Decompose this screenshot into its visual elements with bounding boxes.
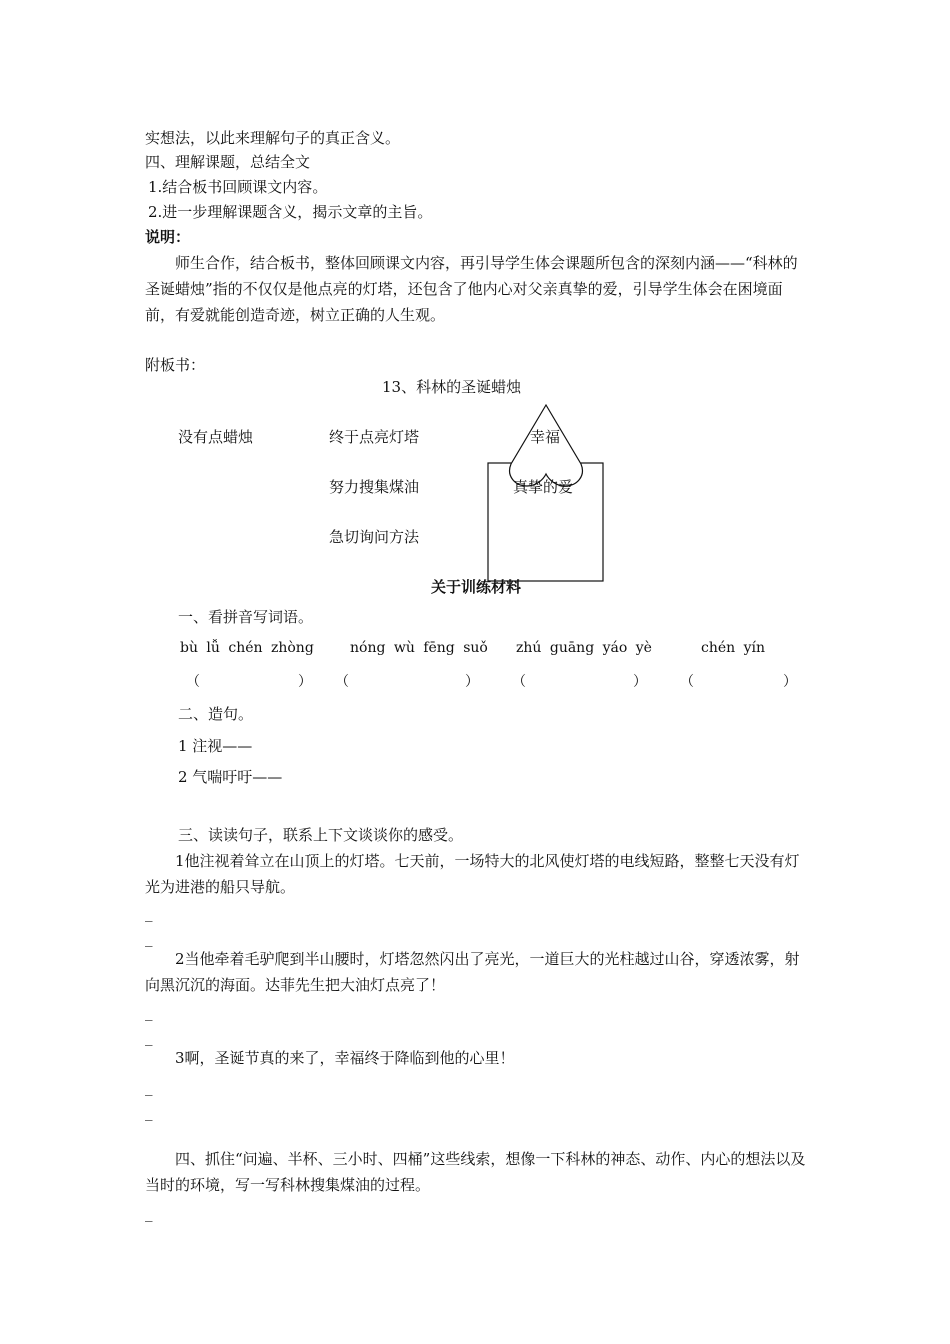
reading-2: 2当他牵着毛驴爬到半山腰时，灯塔忽然闪出了亮光，一道巨大的光柱越过山谷，穿透浓雾，射向黑沉沉的海面。达菲先生把大油灯点亮了！ — [145, 950, 800, 994]
section-heading-4: 四、理解课题，总结全文 — [145, 153, 311, 171]
list-item-2: 2.进一步理解课题含义，揭示文章的主旨。 — [148, 203, 433, 221]
answer-blank-1-close: ） — [298, 674, 312, 690]
answer-line: _ — [145, 1078, 153, 1096]
question-3: 三、读读句子，联系上下文谈谈你的感受。 — [178, 826, 464, 844]
answer-line: _ — [145, 1204, 153, 1222]
answer-line: _ — [145, 1028, 153, 1046]
answer-blank-3-open: （ — [512, 674, 526, 690]
note-paragraph: 师生合作，结合板书，整体回顾课文内容，再引导学生体会课题所包含的深刻内涵——“科林的圣诞蜡烛”指的不仅仅是他点亮的灯塔，还包含了他内心对父亲真挚的爱，引导学生体会在困境面前，有爱就能创造奇迹，树立正确的人生观。 — [145, 254, 798, 324]
pinyin-4: chén yín — [701, 640, 766, 656]
reading-1: 1他注视着耸立在山顶上的灯塔。七天前，一场特大的北风使灯塔的电线短路，整整七天没有灯光为进港的船只导航。 — [145, 852, 800, 896]
board-title: 13、科林的圣诞蜡烛 — [382, 378, 522, 396]
question-4: 四、抓住“问遍、半杯、三小时、四桶”这些线索，想像一下科林的神态、动作、内心的想法以及当时的环境，写一写科林搜集煤油的过程。 — [145, 1150, 806, 1194]
training-title: 关于训练材料 — [431, 578, 522, 596]
board-mid-2: 努力搜集煤油 — [329, 478, 420, 496]
answer-blank-4-open: （ — [680, 674, 694, 690]
note-label: 说明： — [145, 228, 191, 246]
question-1: 一、看拼音写词语。 — [178, 608, 314, 626]
reading-3: 3啊，圣诞节真的来了，幸福终于降临到他的心里！ — [175, 1049, 515, 1067]
answer-line: _ — [145, 904, 153, 922]
text-line-1: 实想法，以此来理解句子的真正含义。 — [145, 129, 401, 147]
pinyin-1: bù lǚ chén zhòng — [180, 640, 314, 656]
answer-blank-1-open: （ — [186, 674, 200, 690]
pinyin-2: nóng wù fēng suǒ — [350, 640, 488, 656]
answer-blank-3-close: ） — [633, 674, 647, 690]
answer-blank-2-open: （ — [335, 674, 349, 690]
answer-line: _ — [145, 1003, 153, 1021]
answer-line: _ — [145, 929, 153, 947]
answer-blank-4-close: ） — [783, 674, 797, 690]
heart-label: 幸福 — [530, 428, 561, 446]
answer-blank-2-close: ） — [465, 674, 479, 690]
pinyin-3: zhú guāng yáo yè — [516, 640, 652, 656]
board-left-text: 没有点蜡烛 — [178, 428, 254, 446]
sentence-1: 1 注视—— — [178, 737, 253, 755]
board-mid-1: 终于点亮灯塔 — [329, 428, 420, 446]
board-mid-3: 急切询问方法 — [329, 528, 420, 546]
question-2: 二、造句。 — [178, 705, 254, 723]
sentence-2: 2 气喘吁吁—— — [178, 768, 283, 786]
list-item-1: 1.结合板书回顾课文内容。 — [148, 178, 328, 196]
board-label: 附板书： — [145, 356, 206, 374]
answer-line: _ — [145, 1103, 153, 1121]
box-label: 真挚的爱 — [513, 478, 574, 496]
